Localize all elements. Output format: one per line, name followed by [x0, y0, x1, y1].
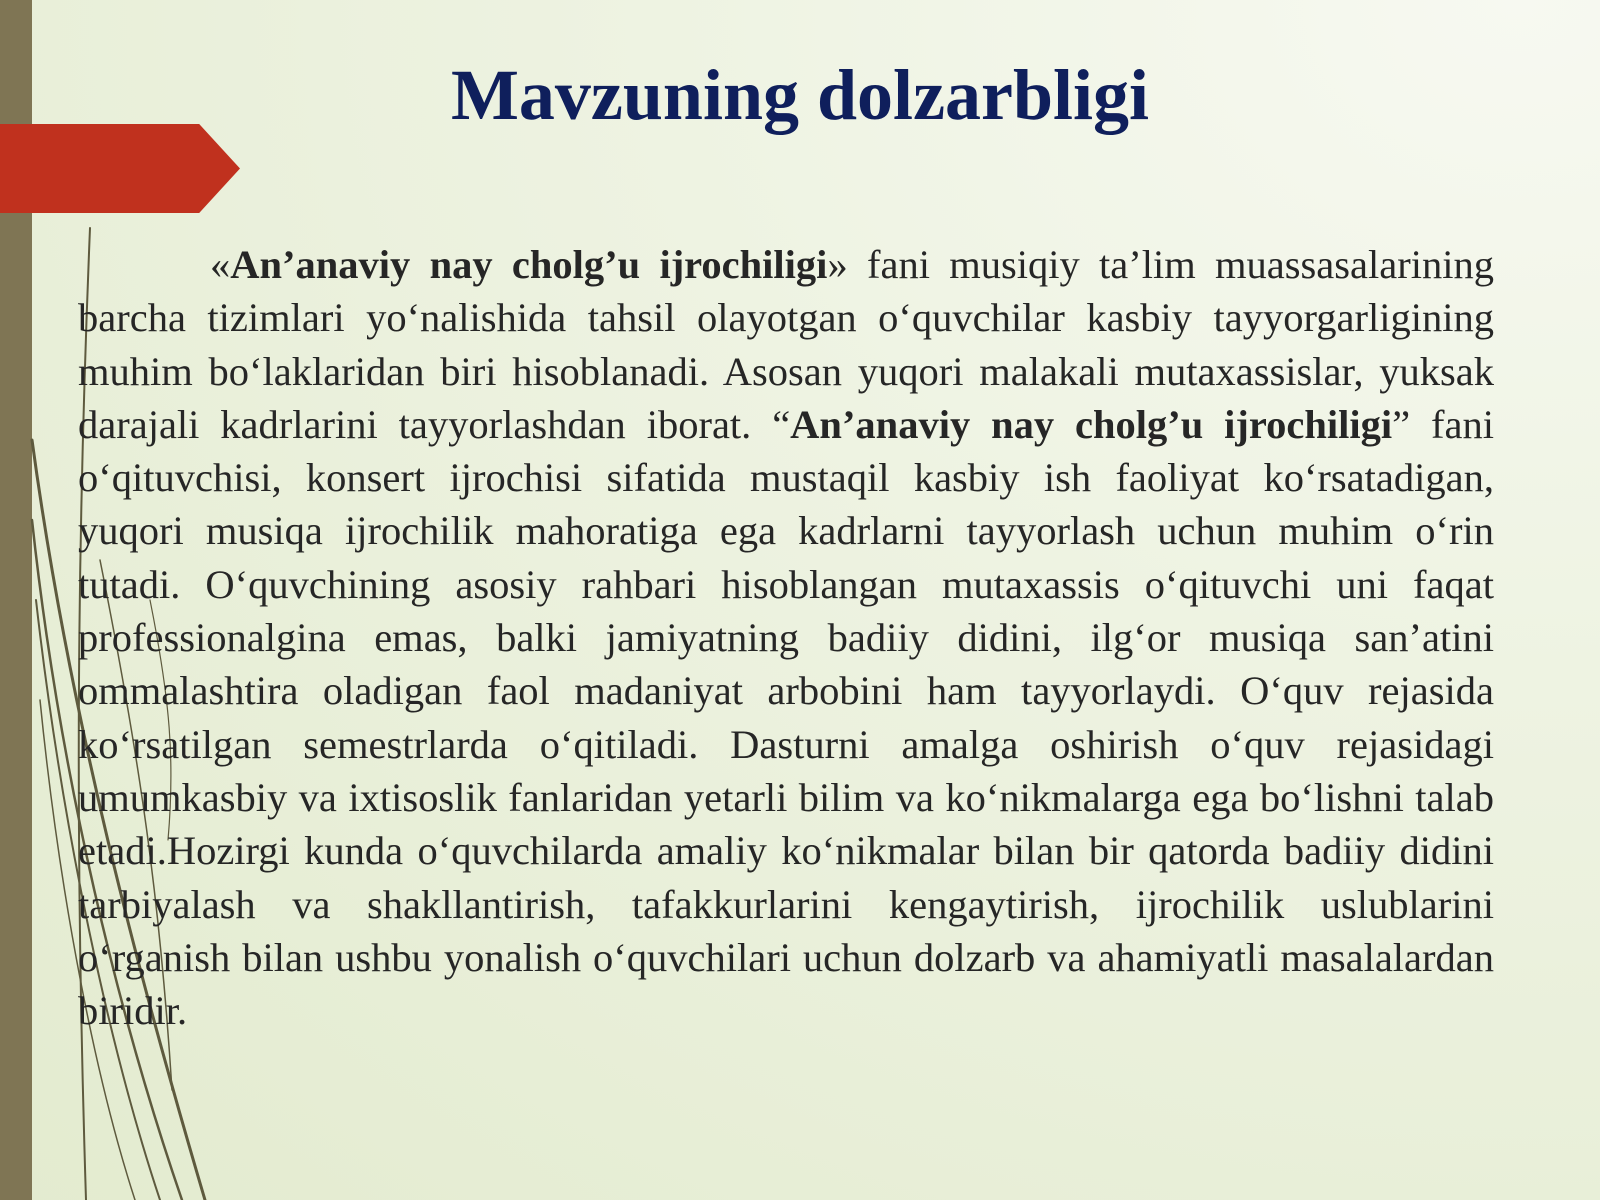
open-guillemet: « — [210, 242, 231, 287]
close-guillemet: » — [827, 242, 848, 287]
course-name-bold-2: An’anaviy nay cholg’u ijrochiligi — [790, 401, 1393, 447]
open-quote: “ — [772, 401, 791, 447]
close-quote: ” — [1392, 401, 1411, 447]
body-paragraph — [78, 238, 1494, 1037]
paragraph-text-1: fani musiqiy ta’lim muassasalarining barcha tizimlari yo‘nalishida tahsil olayotgan o‘quvchilar kasbiy tayyorgarligining muhim bo‘laklaridan biri hisoblanadi. Asosan yuqori malakali mutaxassislar, yuksak darajali kadrlarini tayyorlashdan iborat. — [78, 242, 1494, 447]
paragraph-text-2: fani o‘qituvchisi, konsert ijrochisi sifatida mustaqil kasbiy ish faoliyat ko‘rsatadigan, yuqori musiqa ijrochilik mahoratiga ega kadrlarni tayyorlash uchun muhim o‘rin tutadi. O‘quvchining asosiy rahbari hisoblangan mutaxassis o‘qituvchi uni faqat professionalgina emas, balki jamiyatning badiiy didini, ilg‘or musiqa san’atini ommalashtira oladigan faol madaniyat arbobini ham tayyorlaydi. O‘quv rejasida ko‘rsatilgan semestrlarda o‘qitiladi. Dasturni amalga oshirish o‘quv rejasidagi umumkasbiy va ixtisoslik fanlaridan yetarli bilim va ko‘nikmalarga ega bo‘lishni talab etadi.Hozirgi kunda o‘quvchilarda amaliy ko‘nikmalar bilan bir qatorda badiiy didini tarbiyalash va shakllantirish, tafakkurlarini kengaytirish, ijrochilik uslublarini o‘rganish bilan ushbu yonalish o‘quvchilari uchun dolzarb va ahamiyatli masalalardan biridir. — [78, 401, 1494, 1034]
course-name-bold: An’anaviy nay cholg’u ijrochiligi — [230, 242, 828, 287]
slide-title: Mavzuning dolzarbligi — [450, 55, 1150, 135]
